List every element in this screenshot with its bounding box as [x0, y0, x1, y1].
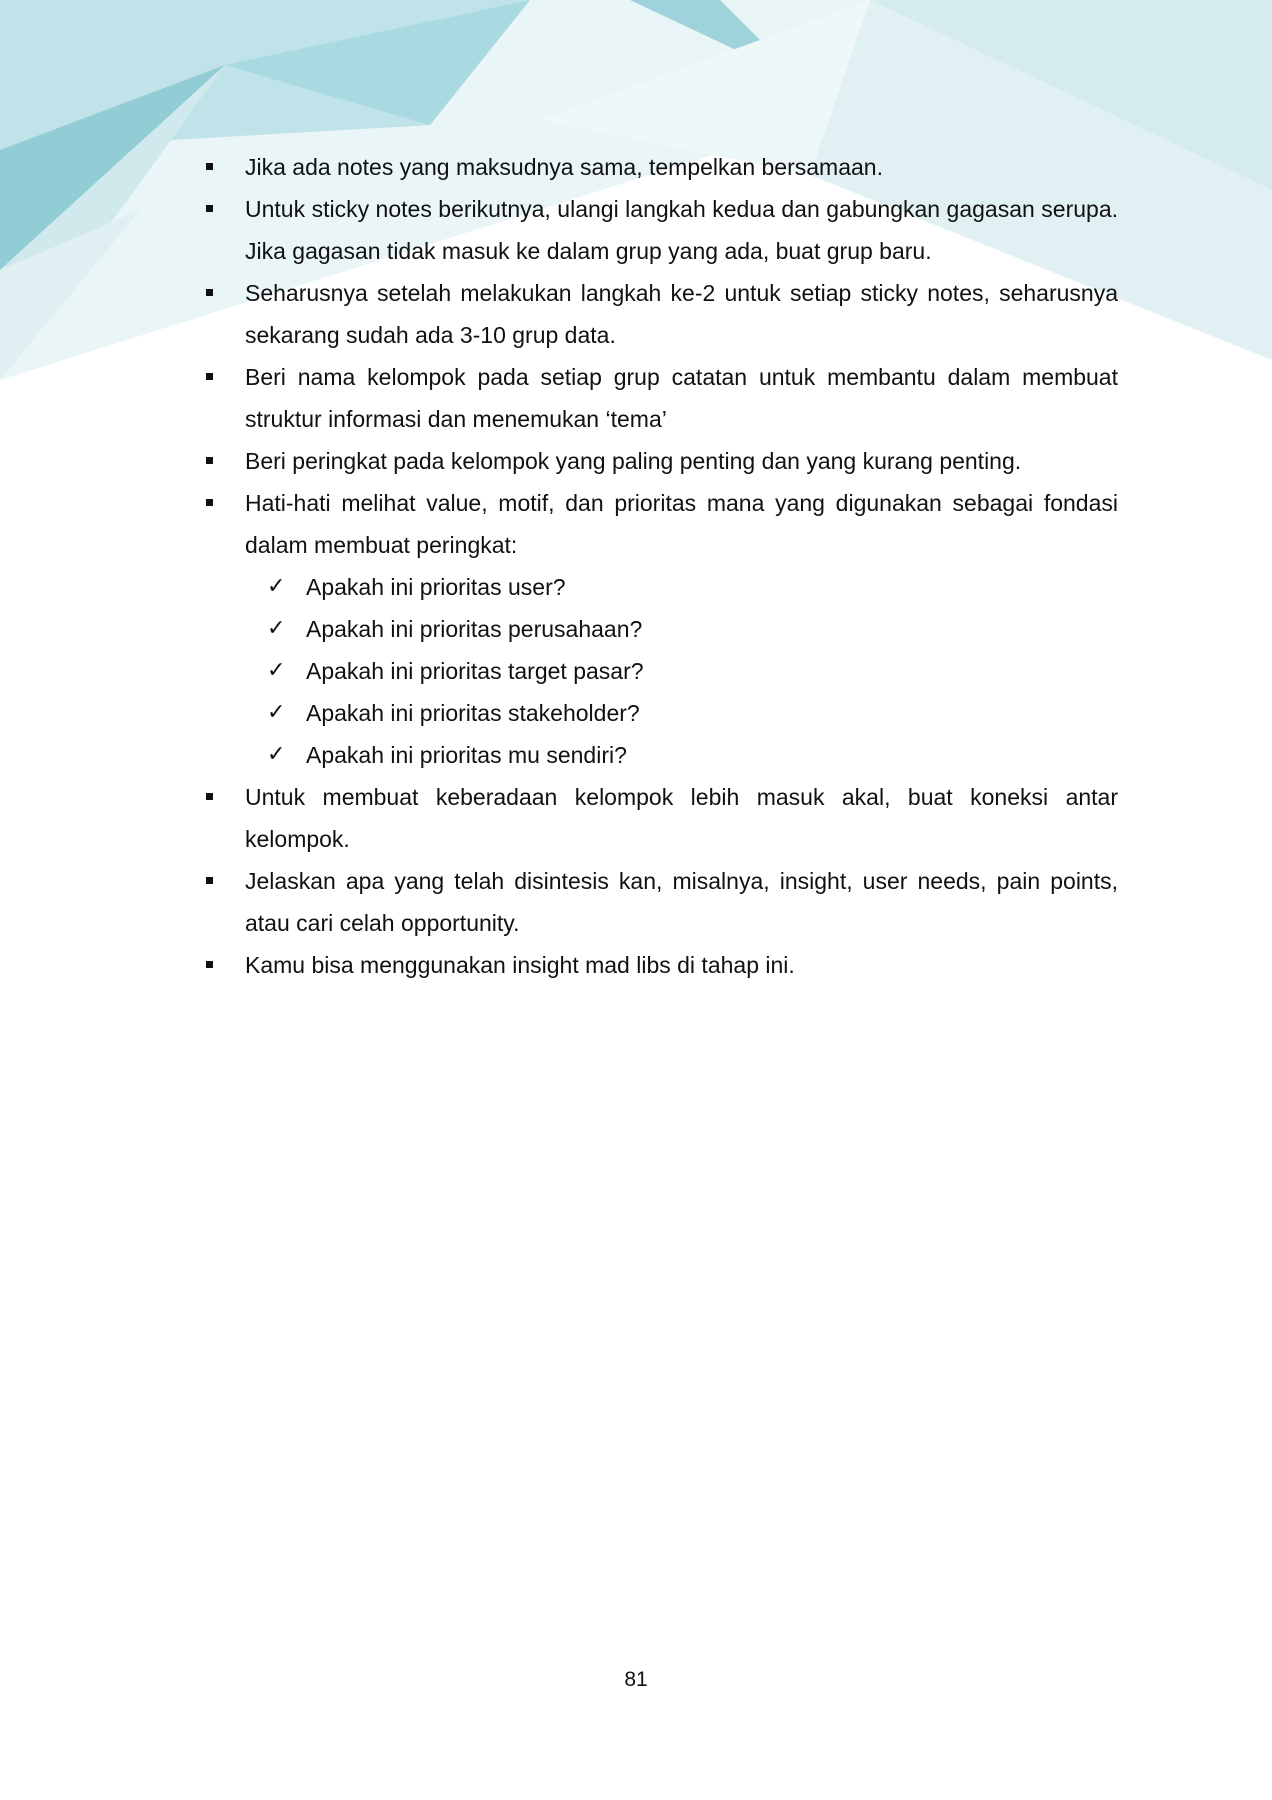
- list-item: [204, 272, 1118, 356]
- square-bullet-icon: [206, 961, 213, 968]
- list-item-text: Untuk membuat keberadaan kelompok lebih masuk akal, buat koneksi antar kelompok.: [245, 784, 1118, 852]
- square-bullet-icon: [206, 163, 213, 170]
- list-item: [204, 188, 1118, 272]
- list-item: [204, 944, 1118, 986]
- page-number: 81: [624, 1668, 648, 1691]
- checklist-item-text: Apakah ini prioritas perusahaan?: [306, 616, 643, 642]
- square-bullet-icon: [206, 877, 213, 884]
- list-item: [204, 440, 1118, 482]
- square-bullet-icon: [206, 205, 213, 212]
- list-item-text: Jelaskan apa yang telah disintesis kan, misalnya, insight, user needs, pain points, atau cari celah opportunity.: [245, 868, 1118, 936]
- checkmark-icon: ✓: [267, 658, 286, 683]
- square-bullet-icon: [206, 289, 213, 296]
- checklist-item: [204, 650, 1118, 692]
- list-item-text: Beri nama kelompok pada setiap grup catatan untuk membantu dalam membuat struktur informasi dan menemukan ‘tema’: [245, 364, 1118, 432]
- checklist-item-text: Apakah ini prioritas user?: [306, 574, 566, 600]
- list-item-text: Untuk sticky notes berikutnya, ulangi langkah kedua dan gabungkan gagasan serupa. Jika gagasan tidak masuk ke dalam grup yang ada, buat grup baru.: [245, 196, 1118, 264]
- list-item: [204, 482, 1118, 566]
- checklist: [204, 566, 1118, 776]
- checklist-item-text: Apakah ini prioritas mu sendiri?: [306, 742, 627, 768]
- bullet-list-continued: [204, 776, 1118, 986]
- checklist-item: [204, 734, 1118, 776]
- checkmark-icon: ✓: [267, 742, 286, 767]
- checklist-item-text: Apakah ini prioritas stakeholder?: [306, 700, 640, 726]
- checkmark-icon: ✓: [267, 700, 286, 725]
- checklist-item: [204, 566, 1118, 608]
- square-bullet-icon: [206, 373, 213, 380]
- checkmark-icon: ✓: [267, 616, 286, 641]
- list-item: [204, 146, 1118, 188]
- list-item-text: Jika ada notes yang maksudnya sama, tempelkan bersamaan.: [245, 154, 883, 180]
- list-item-text: Kamu bisa menggunakan insight mad libs di tahap ini.: [245, 952, 795, 978]
- list-item: [204, 776, 1118, 860]
- checklist-item-text: Apakah ini prioritas target pasar?: [306, 658, 644, 684]
- list-item: [204, 356, 1118, 440]
- list-item: [204, 860, 1118, 944]
- list-item-text: Seharusnya setelah melakukan langkah ke-2 untuk setiap sticky notes, seharusnya sekarang sudah ada 3-10 grup data.: [245, 280, 1118, 348]
- checklist-item: [204, 692, 1118, 734]
- square-bullet-icon: [206, 457, 213, 464]
- checkmark-icon: ✓: [267, 574, 286, 599]
- checklist-item: [204, 608, 1118, 650]
- square-bullet-icon: [206, 499, 213, 506]
- document-body: [204, 146, 1118, 986]
- square-bullet-icon: [206, 793, 213, 800]
- list-item-text: Hati-hati melihat value, motif, dan prioritas mana yang digunakan sebagai fondasi dalam membuat peringkat:: [245, 490, 1118, 558]
- bullet-list: [204, 146, 1118, 566]
- list-item-text: Beri peringkat pada kelompok yang paling penting dan yang kurang penting.: [245, 448, 1022, 474]
